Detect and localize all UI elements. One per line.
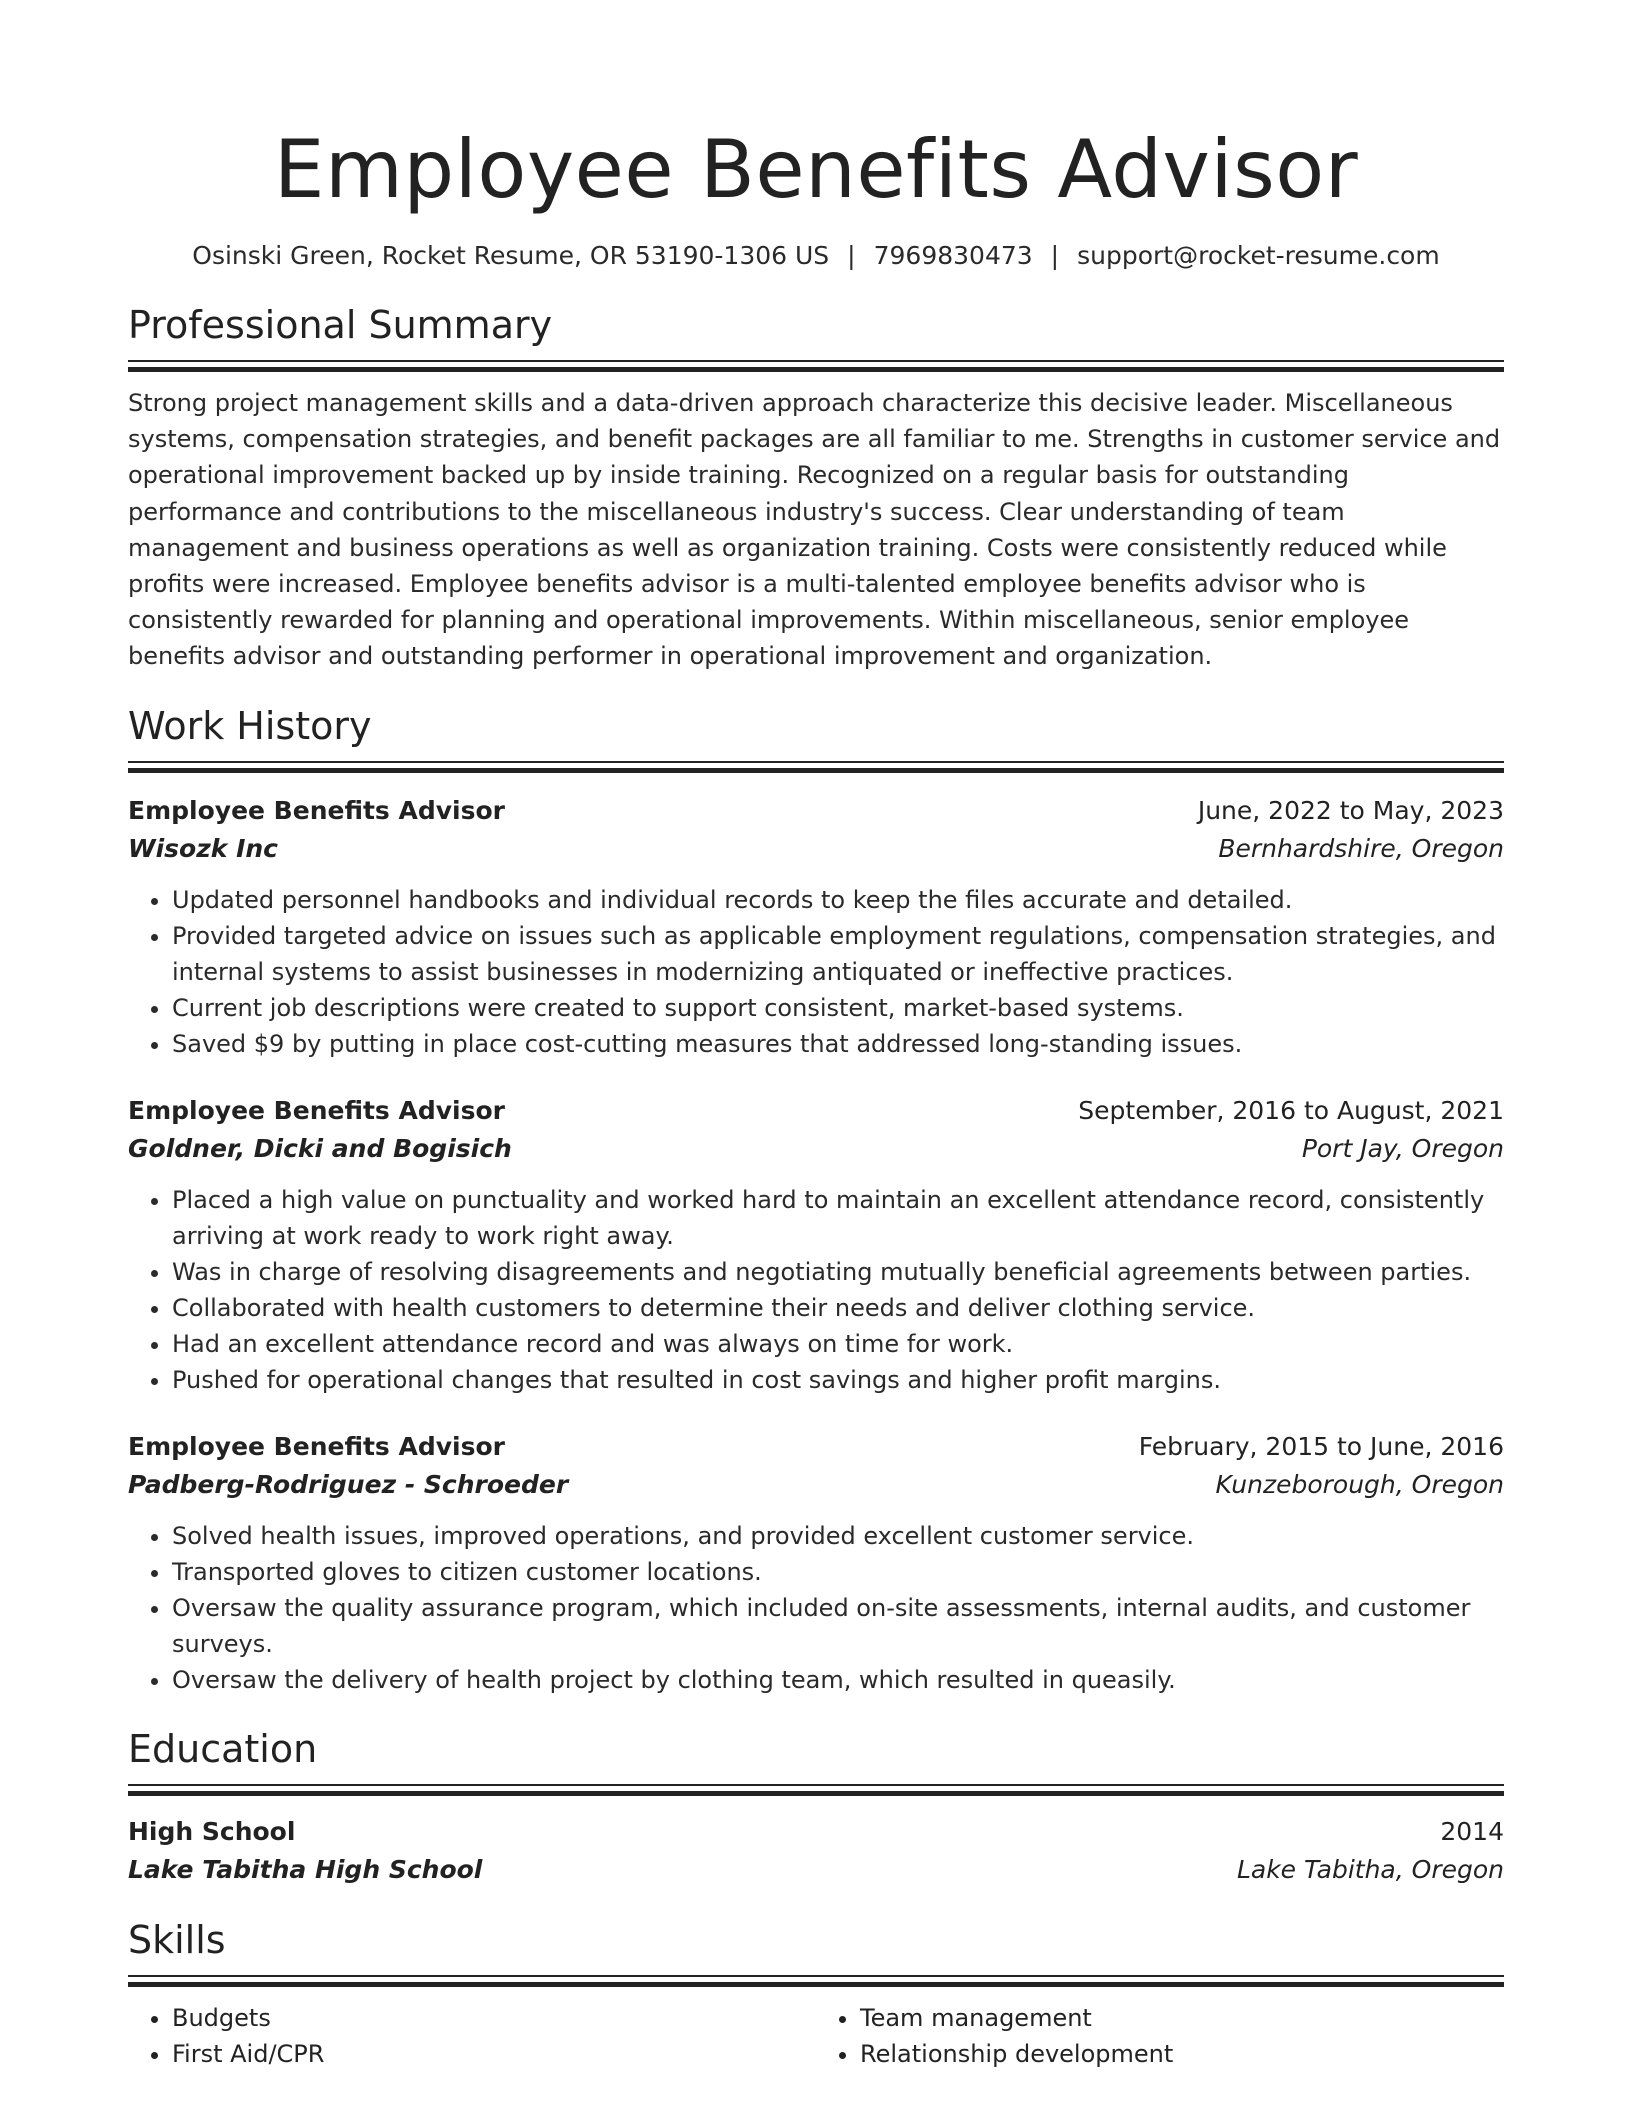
job-title: Employee Benefits Advisor [128, 1095, 506, 1125]
education-entry [128, 1813, 1504, 1889]
job-bullets [128, 882, 1504, 1062]
contact-email: support@rocket-resume.com [1077, 241, 1440, 270]
job-location: Port Jay, Oregon [1301, 1133, 1504, 1163]
education-header-row [128, 1813, 1504, 1851]
list-item: • Saved $9 by putting in place cost-cutting measures that addressed long-standing issues. [172, 1026, 1504, 1062]
job-company-row [128, 1130, 1504, 1168]
list-item: • Collaborated with health customers to determine their needs and deliver clothing service. [172, 1290, 1504, 1326]
summary-text: Strong project management skills and a data-driven approach characterize this decisive leader. Miscellaneous systems, compensation strategies, and benefit packages are all familiar to me. Strengths in customer service and operational improvement backed up by inside training. Recognized on a regular basis for outstanding performance and contributions to the miscellaneous industry's success. Clear understanding of team management and business operations as well as organization training. Costs were consistently reduced while profits were increased. Employee benefits advisor is a multi-talented employee benefits advisor who is consistently rewarded for planning and operational improvements. Within miscellaneous, senior employee benefits advisor and outstanding performer in operational improvement and organization. [128, 389, 1501, 671]
list-item: • Oversaw the quality assurance program, which included on-site assessments, internal audits, and customer surveys. [172, 1590, 1504, 1662]
education-school: Lake Tabitha High School [128, 1854, 483, 1884]
job-location: Kunzeborough, Oregon [1215, 1469, 1504, 1499]
skills-column-left [128, 2000, 816, 2072]
section-title-work-history: Work History [128, 703, 372, 748]
list-item: • Current job descriptions were created to support consistent, market-based systems. [172, 990, 1504, 1026]
job-company-row [128, 1466, 1504, 1504]
skills-list [128, 2000, 1504, 2072]
list-item: • Updated personnel handbooks and individual records to keep the files accurate and detailed. [172, 882, 1504, 918]
list-item: • Pushed for operational changes that resulted in cost savings and higher profit margins. [172, 1362, 1504, 1398]
contact-line [128, 238, 1504, 274]
job-entry [128, 1428, 1504, 1698]
resume-name: Employee Benefits Advisor [273, 123, 1359, 216]
job-title: Employee Benefits Advisor [128, 1431, 506, 1461]
list-item: • Oversaw the delivery of health project by clothing team, which resulted in queasily. [172, 1662, 1504, 1698]
job-dates: February, 2015 to June, 2016 [1138, 1431, 1504, 1461]
education-section [128, 1724, 1504, 1889]
job-company: Padberg-Rodriguez - Schroeder [128, 1469, 569, 1499]
job-title: Employee Benefits Advisor [128, 795, 506, 825]
education-school-row [128, 1851, 1504, 1889]
list-item: • Team management [860, 2000, 1504, 2036]
list-item: • First Aid/CPR [172, 2036, 816, 2072]
job-location: Bernhardshire, Oregon [1218, 833, 1504, 863]
job-dates: September, 2016 to August, 2021 [1078, 1095, 1504, 1125]
education-year: 2014 [1440, 1816, 1504, 1846]
job-entry [128, 792, 1504, 1062]
job-header-row [128, 792, 1504, 830]
education-location: Lake Tabitha, Oregon [1236, 1854, 1504, 1884]
job-header-row [128, 1092, 1504, 1130]
section-title-education: Education [128, 1726, 318, 1771]
section-divider [128, 1784, 1504, 1797]
job-bullets [128, 1182, 1504, 1398]
job-company: Wisozk Inc [128, 833, 278, 863]
list-item: • Transported gloves to citizen customer locations. [172, 1554, 1504, 1590]
section-divider [128, 360, 1504, 373]
section-divider [128, 761, 1504, 774]
list-item: • Placed a high value on punctuality and worked hard to maintain an excellent attendance record, consistently arriving at work ready to work right away. [172, 1182, 1504, 1254]
section-title-summary: Professional Summary [128, 303, 553, 347]
list-item: • Solved health issues, improved operations, and provided excellent customer service. [172, 1518, 1504, 1554]
education-degree: High School [128, 1816, 296, 1846]
contact-separator: | [847, 241, 856, 270]
list-item: • Relationship development [860, 2036, 1504, 2072]
section-title-skills: Skills [128, 1917, 226, 1962]
skills-column-right [816, 2000, 1504, 2072]
job-bullets [128, 1518, 1504, 1698]
list-item: • Had an excellent attendance record and was always on time for work. [172, 1326, 1504, 1362]
list-item: • Budgets [172, 2000, 816, 2036]
contact-address: Osinski Green, Rocket Resume, OR 53190-1306 US [192, 241, 830, 270]
section-divider [128, 1975, 1504, 1988]
summary-section [128, 300, 1504, 675]
job-dates: June, 2022 to May, 2023 [1197, 795, 1504, 825]
list-item: • Was in charge of resolving disagreements and negotiating mutually beneficial agreements between parties. [172, 1254, 1504, 1290]
contact-phone: 7969830473 [873, 241, 1033, 270]
job-header-row [128, 1428, 1504, 1466]
work-history-section [128, 701, 1504, 1698]
job-company: Goldner, Dicki and Bogisich [128, 1133, 512, 1163]
job-entry [128, 1092, 1504, 1398]
contact-separator: | [1050, 241, 1060, 270]
skills-section [128, 1915, 1504, 2072]
job-company-row [128, 830, 1504, 868]
list-item: • Provided targeted advice on issues such as applicable employment regulations, compensation strategies, and internal systems to assist businesses in modernizing antiquated or ineffective practices. [172, 918, 1504, 990]
